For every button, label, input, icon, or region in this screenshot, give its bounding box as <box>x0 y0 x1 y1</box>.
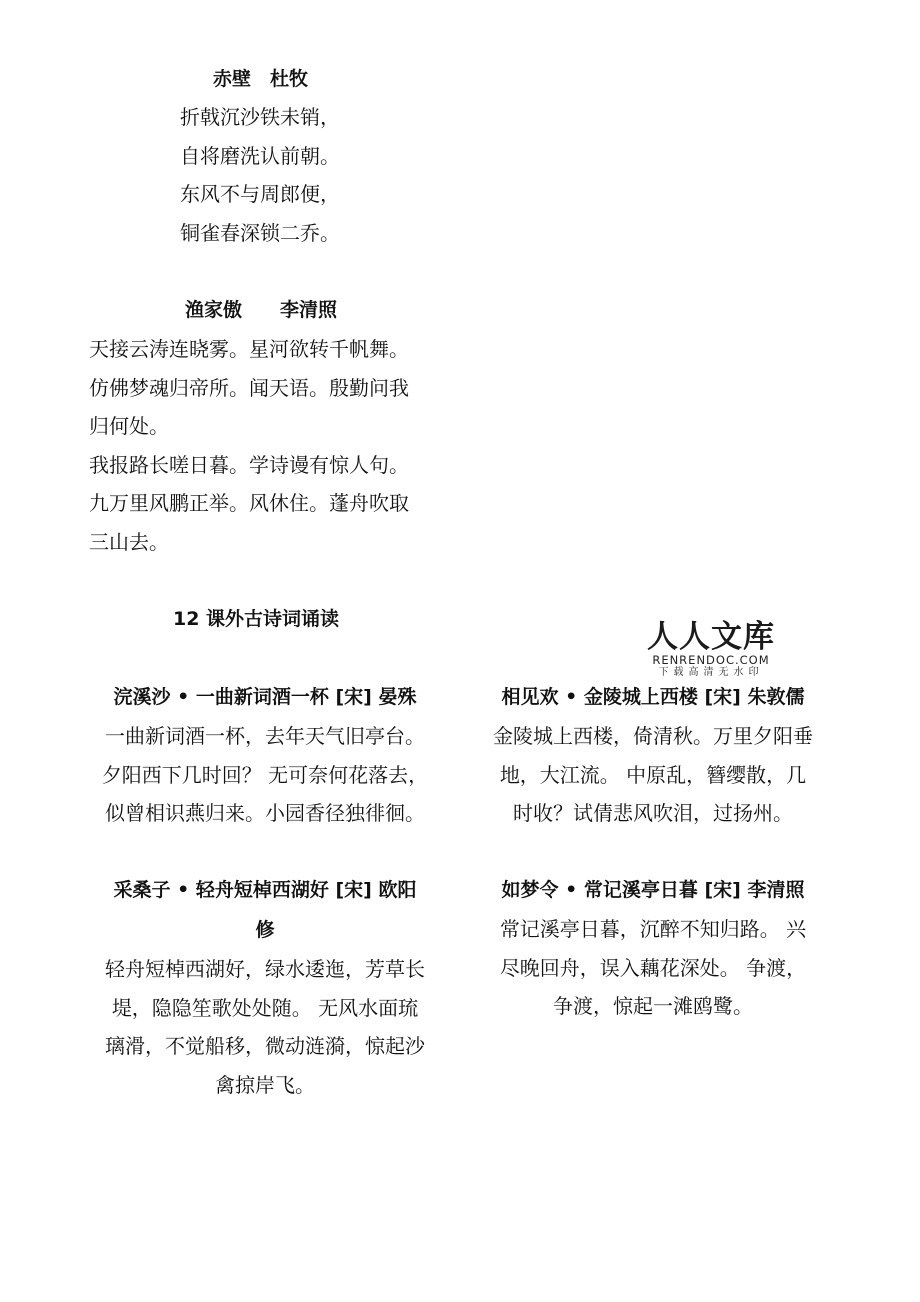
poem-line: 三山去。 <box>89 530 169 554</box>
poem-line: 堤，隐隐笙歌处处随。 无风水面琉 <box>111 995 419 1020</box>
poem-line: 东风不与周郎便， <box>180 182 340 206</box>
poem-line: 尽晚回舟，误入藕花深处。 争渡， <box>499 955 807 980</box>
poem-block-rumengling <box>478 870 828 1026</box>
poem-line: 天接云涛连晓雾。星河欲转千帆舞。 <box>89 337 409 361</box>
poem-line: 一曲新词酒一杯，去年天气旧亭台。 <box>105 724 425 748</box>
poem-line: 争渡，惊起一滩鸥鹭。 <box>553 994 753 1018</box>
poem-title-huanxisha: 浣溪沙 • 一曲新词酒一杯 [宋] 晏殊 <box>113 686 417 708</box>
poem-line: 夕阳西下几时回？ 无可奈何花落去， <box>101 762 429 787</box>
poem-line: 地，大江流。 中原乱，簪缨散，几 <box>499 762 807 787</box>
watermark-tagline: 下载高清无水印 <box>658 667 764 678</box>
watermark-domain: RENRENDOC.COM <box>652 653 770 667</box>
poem-title-caisangzi-cont: 修 <box>255 919 275 941</box>
poem-line: 璃滑，不觉船移，微动涟漪，惊起沙 <box>105 1034 425 1058</box>
poem-block-xiangjianhuan <box>478 677 828 833</box>
poem-title-yujiaao: 渔家傲 李清照 <box>185 299 338 321</box>
poem-line: 常记溪亭日暮，沉醉不知归路。 兴 <box>499 917 807 941</box>
poem-line: 九万里风鹏正举。风休住。蓬舟吹取 <box>89 491 409 515</box>
poem-title-rumengling: 如梦令 • 常记溪亭日暮 [宋] 李清照 <box>501 879 805 901</box>
poem-title-chibi: 赤壁 杜牧 <box>213 68 309 90</box>
poem-line: 仿佛梦魂归帝所。闻天语。殷勤问我 <box>89 376 409 400</box>
poem-line: 自将磨洗认前朝。 <box>180 144 340 168</box>
poem-line: 我报路长嗟日暮。学诗谩有惊人句。 <box>89 453 409 477</box>
poem-line: 时收？试倩悲风吹泪，过扬州。 <box>513 801 793 825</box>
poem-line: 禽掠岸飞。 <box>215 1072 315 1097</box>
poem-line: 轻舟短棹西湖好，绿水逶迤，芳草长 <box>105 957 425 981</box>
poem-title-xiangjianhuan: 相见欢 • 金陵城上西楼 [宋] 朱敦儒 <box>501 686 805 708</box>
section-title: 12 课外古诗词诵读 <box>173 608 340 630</box>
watermark-name: 人人文库 <box>647 619 775 655</box>
poem-line: 似曾相识燕归来。小园香径独徘徊。 <box>105 801 425 825</box>
watermark-logo <box>646 620 776 679</box>
poem-block-caisangzi <box>90 870 440 1104</box>
poem-line: 金陵城上西楼，倚清秋。万里夕阳垂 <box>493 724 813 748</box>
poem-line: 铜雀春深锁二乔。 <box>180 221 340 245</box>
poem-line: 归何处。 <box>89 414 169 438</box>
poem-block-huanxisha <box>90 677 440 833</box>
poem-title-caisangzi: 采桑子 • 轻舟短棹西湖好 [宋] 欧阳 <box>113 879 417 901</box>
poem-line: 折戟沉沙铁未销， <box>180 105 340 129</box>
